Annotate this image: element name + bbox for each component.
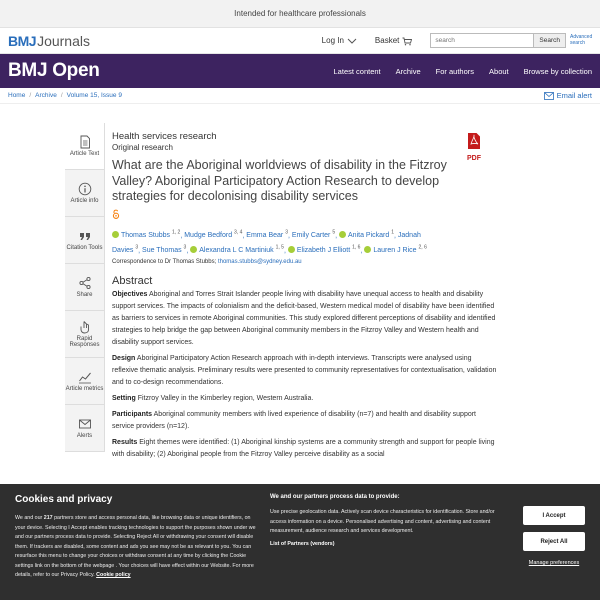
abstract-objectives [112,289,497,349]
article-content [112,126,497,461]
tool-share[interactable] [65,264,104,311]
breadcrumb-issue[interactable]: Volume 15, Issue 9 [66,92,122,99]
abstract-heading: Abstract [112,275,153,288]
author-entry[interactable] [288,244,361,255]
author-name: Alexandra L C Martiniuk [199,247,274,255]
author-affiliation: 3, 4 [234,229,243,236]
cookie-title: Cookies and privacy [15,494,113,505]
logo-journals: Journals [37,32,90,49]
chevron-down-icon [347,36,357,46]
breadcrumb-home[interactable]: Home [8,92,26,99]
tool-label: Article Text [69,150,100,157]
abstract-setting [112,393,497,405]
section-label: Objectives [112,291,148,299]
breadcrumb [0,88,600,104]
journal-navbar [0,54,600,88]
author-entry[interactable] [142,244,187,255]
banner-text: Intended for healthcare professionals [234,9,366,18]
tool-label: Article metrics [65,385,104,392]
author-name: Jadnah Davies [112,231,421,255]
article-subject[interactable]: Health services research [112,131,217,142]
section-text: Aboriginal Participatory Action Research approach with in-depth interviews. Transcripts were analysed using reflexive thematic analysis. Preliminary results were presented to community representatives for contextualisation, validation and to co-design recommendations. [112,355,497,387]
author-entry[interactable] [190,244,284,255]
article-info-icon [78,182,92,196]
author-affiliation: 1 [391,229,394,236]
logo-bmj: BMJ [8,32,37,49]
author-name: Sue Thomas [142,247,182,255]
search-button[interactable]: Search [534,33,566,48]
author-name: Anita Pickard [348,231,390,239]
section-label: Results [112,439,138,447]
reject-all-button[interactable]: Reject All [523,532,585,551]
tool-label: Citation Tools [66,244,103,251]
email-alerts-link[interactable] [544,91,592,100]
author-affiliation: 3 [183,244,187,251]
purposes-title: We and our partners process data to provide: [270,494,400,500]
nav-latest-content[interactable]: Latest content [333,66,381,76]
manage-preferences-link[interactable]: Manage preferences [528,560,580,566]
nav-about[interactable]: About [489,66,509,76]
nav-browse-by-collection[interactable]: Browse by collection [523,66,592,76]
article-type: Original research [112,143,173,152]
healthcare-professionals-banner [0,0,600,28]
orcid-icon[interactable] [339,231,346,238]
author-list: Thomas Stubbs $^{1, 2}$, Mudge Bedford $^{3, 4}$, Emma Bear $^3$, Emily Carter $^5$, Anita Pickard $^1$, Jadnah Davies $^3$, Sue Thomas $^3$, Alexandra L C Martiniuk $^{1, 5}$, Elizabeth J Elliott $^{1, 6}$, Lauren J Rice $^{2, 6}$ [112,229,427,255]
journal-title[interactable]: BMJ Open [8,60,100,81]
author-name: Mudge Bedford [184,231,233,239]
tool-rapid-responses[interactable] [65,311,104,358]
section-label: Setting [112,395,136,403]
orcid-icon[interactable] [190,246,197,253]
cookie-text-start: We and our [15,515,43,521]
open-access-icon [112,209,120,219]
section-text: Fitzroy Valley in the Kimberley region, Western Australia. [137,395,314,403]
author-affiliation: 5 [332,229,336,236]
author-affiliation: 2, 6 [418,244,427,251]
tool-citation-tools[interactable] [65,217,104,264]
author-entry[interactable] [291,229,336,239]
search-input[interactable] [430,33,534,48]
envelope-icon [544,92,554,100]
tool-alerts[interactable] [65,405,104,452]
breadcrumb-separator: / [60,92,63,99]
pdf-label: PDF [467,155,481,162]
section-text: Aboriginal community members with lived experience of disability (n=7) and health and disability support service providers (n=12). [112,411,476,431]
nav-for-authors[interactable]: For authors [435,66,475,76]
tool-article-text[interactable] [65,123,104,170]
author-name: Lauren J Rice [373,247,417,255]
tool-label: Share [76,291,93,298]
tool-article-info[interactable] [65,170,104,217]
cookie-consent-banner [0,484,600,600]
author-name: Emma Bear [246,231,284,239]
abstract-design [112,353,497,389]
section-label: Design [112,355,136,363]
tool-label: Rapid Responses [69,335,100,348]
cookie-text-body: partners store and access personal data, like browsing data or unique identifiers, on your device. Selecting I Accept enables tracking technologies to support the purposes shown under we and our partners process data to provide. Selecting Reject All or withdrawing your consent will disable them. If trackers are disabled, some content and ads you see may not be as relevant to you. You can resurface this menu to change your choices or withdraw consent at any time by clicking the Cookie settings link on the bottom of the webpage . Your choices will have effect within our Website. For more details, refer to our Privacy Policy. [15,515,256,578]
site-header [0,28,600,54]
cookie-description [15,514,262,581]
author-entry[interactable] [339,229,394,239]
article-text-icon [78,135,92,149]
author-affiliation: 3 [135,244,139,251]
orcid-icon[interactable] [288,246,295,253]
bmj-journals-logo[interactable] [8,33,90,49]
correspondence [112,259,497,265]
advanced-search-link[interactable]: Advanced search [570,34,593,46]
author-name: Thomas Stubbs [121,231,171,239]
author-entry[interactable] [112,229,181,239]
breadcrumb-archive[interactable]: Archive [35,92,57,99]
author-affiliation: 1, 6 [352,244,361,251]
tool-label: Article info [70,197,99,204]
basket-label: Basket [374,36,400,45]
rapid-responses-icon [78,320,92,334]
article-title: What are the Aboriginal worldviews of disability in the Fitzroy Valley? Aboriginal Participatory Action Research to develop strategies for decolonising disability services [112,158,447,203]
tool-label: Alerts [76,432,93,439]
alerts-icon [78,417,92,431]
author-name: Emily Carter [291,231,331,239]
tool-article-metrics[interactable] [65,358,104,405]
author-entry[interactable] [246,229,288,239]
section-text: Aboriginal and Torres Strait Islander people living with disability have unequal access to health and disability support services. The impacts of colonialism and the deficit-based, Western medical model of disability have been identified as barriers to services in remote Aboriginal communities. This study explored different perceptions of disability and identified strategies to help bridge the gap between Aboriginal community members in the Fitzroy Valley and Western health and disability support services. [112,291,496,347]
article-tools-sidebar [65,123,105,452]
breadcrumb-separator: / [29,92,32,99]
nav-archive[interactable]: Archive [395,66,421,76]
basket-link[interactable] [375,36,412,46]
section-label: Participants [112,411,153,419]
orcid-icon[interactable] [112,231,119,238]
author-affiliation: 1, 5 [275,244,284,251]
author-entry[interactable] [184,229,243,239]
correspondence-label: Correspondence to Dr Thomas Stubbs; [112,259,217,266]
author-affiliation: 3 [285,229,288,236]
author-entry[interactable] [364,244,427,255]
abstract-results [112,437,497,461]
section-text: Eight themes were identified: (1) Aboriginal kinship systems are a community strength and support for people living with disability; (2) Aboriginal people from the Fitzroy Valley perceive disability as a social [112,439,495,459]
article-metrics-icon [78,370,92,384]
share-icon [78,276,92,290]
email-alerts-label: Email alert [556,91,592,100]
login-label: Log In [321,36,344,45]
accept-button[interactable]: I Accept [523,506,585,525]
author-name: Elizabeth J Elliott [296,247,351,255]
login-link[interactable] [322,36,357,46]
abstract-participants [112,409,497,433]
orcid-icon[interactable] [364,246,371,253]
author-affiliation: 1, 2 [171,229,181,236]
citation-tools-icon [78,229,92,243]
open-access-badge [112,206,497,224]
correspondence-email-link[interactable]: thomas.stubbs@sydney.edu.au [217,259,302,266]
partners-count: 217 [43,515,53,521]
basket-icon [402,36,412,46]
purposes-text: Use precise geolocation data. Actively scan device characteristics for identification. Store and/or access information on a device. Personalised advertising and content, advertising and content measurement, audience research and services development. [270,509,495,534]
cookie-policy-link[interactable]: Cookie policy [96,572,131,578]
vendors-link[interactable]: List of Partners (vendors) [270,540,335,547]
